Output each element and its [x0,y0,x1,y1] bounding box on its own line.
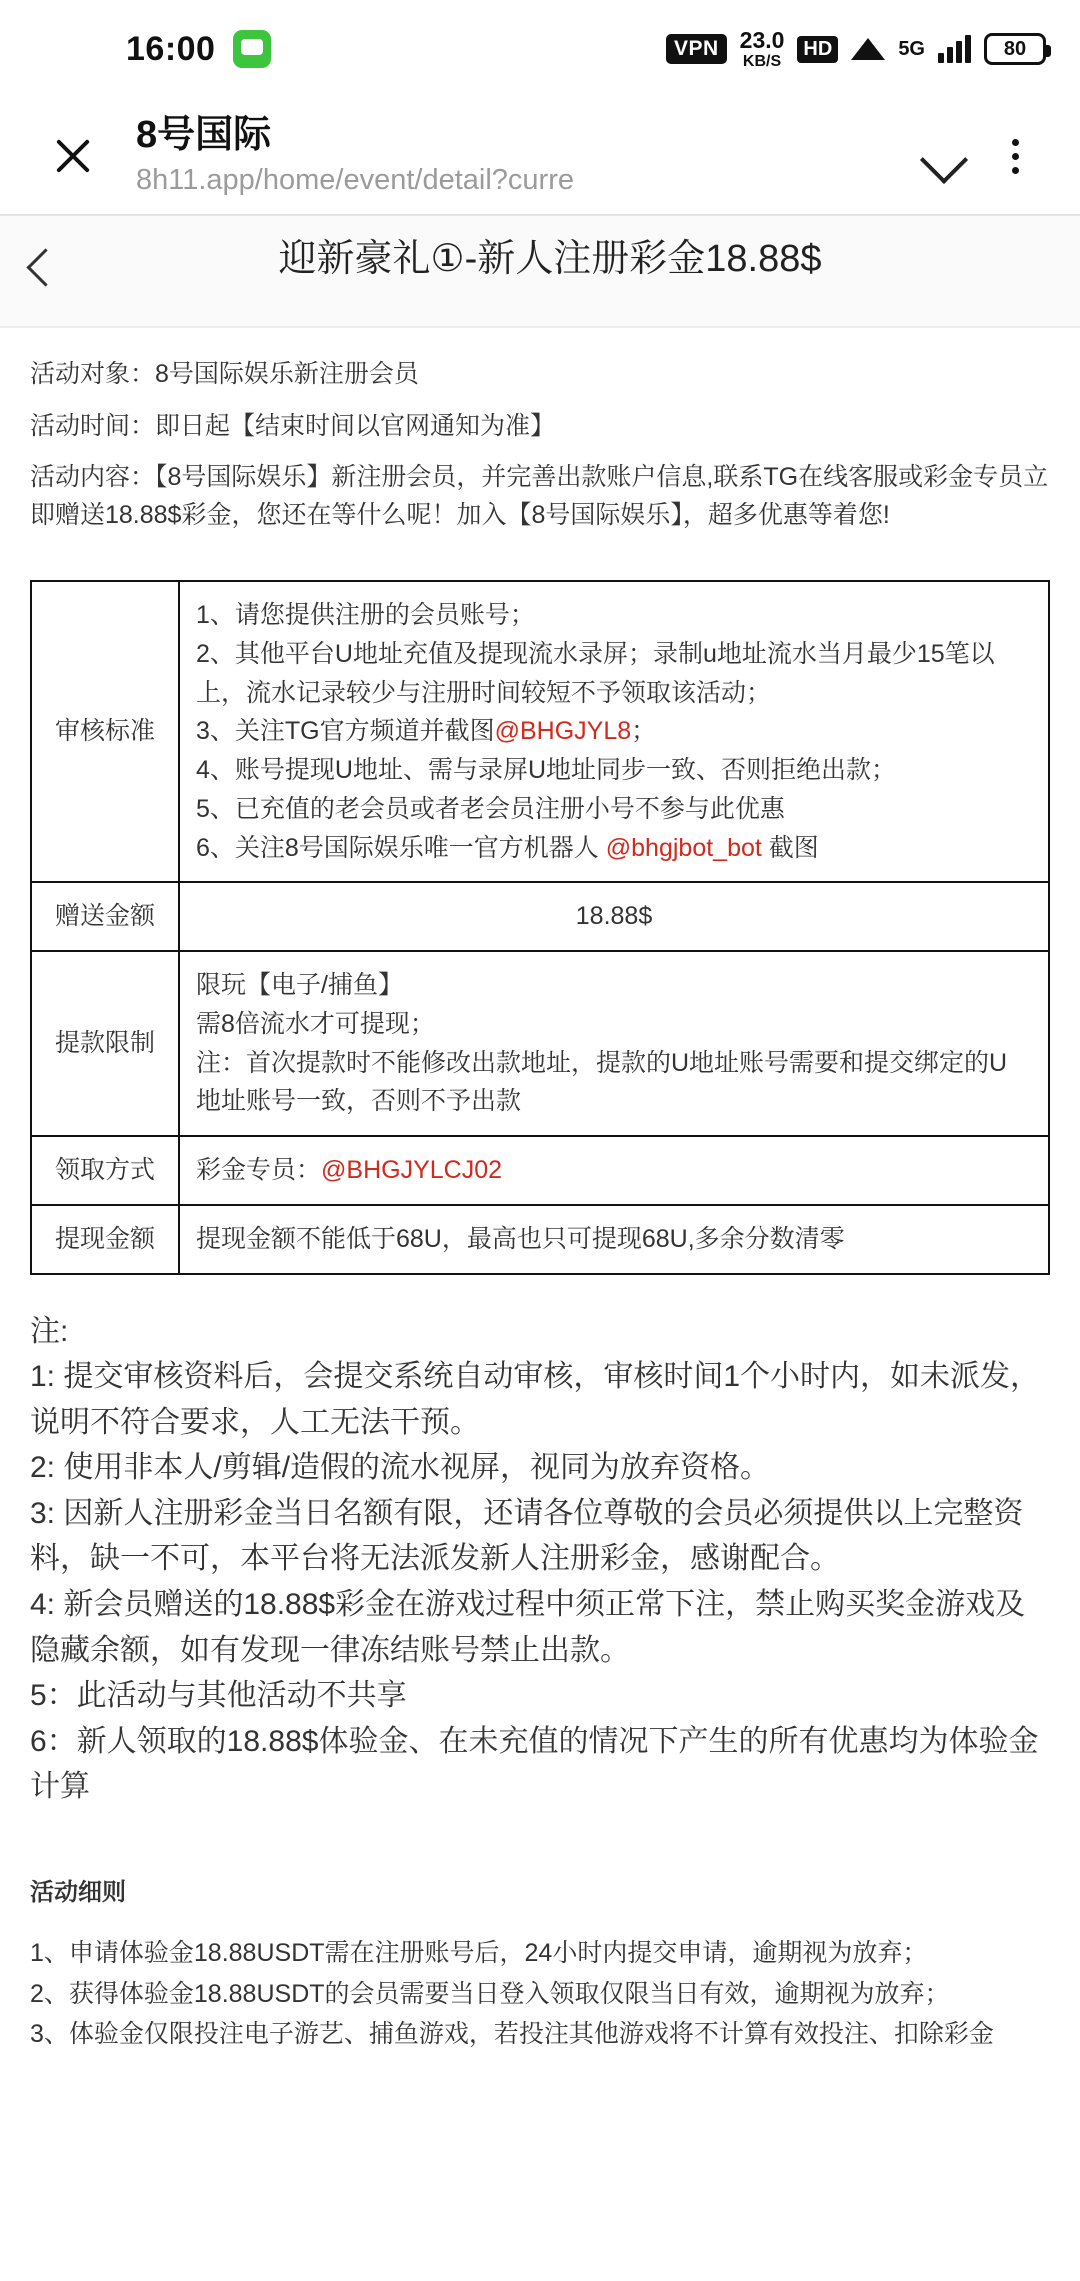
notes-line-1: 1: 提交审核资料后，会提交系统自动审核，审核时间1个小时内，如未派发，说明不符合要求，人工无法干预。 [30,1360,1041,1439]
site-title: 8号国际 [136,113,272,156]
status-bar [0,0,1080,98]
row-body-audit [179,581,1049,882]
telegram-bot-handle: @bhgjbot_bot [605,833,762,862]
limit-item-2: 需8倍流水才可提现； [196,1009,435,1038]
limit-item-3: 注：首次提款时不能修改出款地址，提款的U地址账号需要和提交绑定的U地址账号一致，否则不予出款 [196,1048,1008,1116]
audit-item-5: 5、已充值的老会员或者老会员注册小号不参与此优惠 [196,794,785,823]
notes-block [30,1309,1050,1811]
limit-item-1: 限玩【电子/捕鱼】 [196,971,403,999]
battery-icon [984,33,1046,65]
audit-item-2: 2、其他平台U地址充值及提现流水录屏；录制u地址流水当月最少15笔以上，流水记录较少与注册时间较短不予领取该活动； [196,639,995,707]
intro-line-time: 活动时间：即日起【结束时间以官网通知为准】 [30,411,556,440]
page-content [0,328,1080,2055]
intro-line-content: 活动内容：【8号国际娱乐】新注册会员，并完善出款账户信息,联系TG在线客服或彩金专员立即赠送18.88$彩金，您还在等什么呢！加入【8号国际娱乐】，超多优惠等着您! [30,463,1049,529]
network-speed-value: 23.0 [739,26,785,53]
audit-item-6: 6、关注8号国际娱乐唯一官方机器人 @bhgjbot_bot 截图 [196,833,819,862]
bonus-amount-value: 18.88$ [179,882,1049,951]
page-title-bar [0,216,1080,328]
row-body-claim [179,1136,1049,1205]
address-bar-url[interactable]: 8h11.app/home/event/detail?curre [136,164,574,197]
signal-bars-icon [938,35,971,63]
notes-heading: 注: [30,1314,69,1348]
browser-title-block [106,114,910,199]
details-heading: 活动细则 [30,1879,126,1907]
table-row-bonus [31,882,1049,951]
intro-block [30,356,1050,534]
wifi-icon [851,36,885,62]
row-label-withdraw-limit: 提款限制 [31,951,179,1136]
close-icon[interactable] [40,123,106,189]
chevron-down-icon[interactable] [910,121,980,191]
details-block [30,1933,1050,2055]
network-type-label: 5G [898,37,925,60]
notes-line-5: 5：此活动与其他活动不共享 [30,1679,407,1713]
details-line-2: 2、获得体验金18.88USDT的会员需要当日登入领取仅限当日有效，逾期视为放弃； [30,1979,950,2008]
battery-level: 80 [1003,37,1027,60]
claim-prefix: 彩金专员： [196,1156,322,1184]
row-label-bonus: 赠送金额 [31,882,179,951]
table-row-withdraw-limit [31,951,1049,1136]
status-bar-right [666,26,1046,70]
telegram-channel-handle: @BHGJYL8 [494,717,632,746]
network-speed-unit: KB/S [742,52,782,70]
notes-line-6: 6：新人领取的18.88$体验金、在未充值的情况下产生的所有优惠均为体验金计算 [30,1724,1039,1804]
row-label-withdraw-amount: 提现金额 [31,1205,179,1274]
row-body-withdraw-limit [179,951,1049,1136]
details-line-1: 1、申请体验金18.88USDT需在注册账号后，24小时内提交申请，逾期视为放弃； [30,1939,928,1968]
table-row-claim [31,1136,1049,1205]
message-icon [233,30,271,68]
intro-line-target: 活动对象：8号国际娱乐新注册会员 [30,360,419,388]
hd-badge: HD [797,36,838,63]
table-row-audit [31,581,1049,882]
status-time: 16:00 [126,29,216,68]
network-speed [739,26,785,70]
notes-line-2: 2: 使用非本人/剪辑/造假的流水视屏，视同为放弃资格。 [30,1451,771,1485]
more-vertical-icon[interactable] [980,121,1050,191]
back-chevron-icon[interactable] [0,234,90,304]
row-body-withdraw-amount: 提现金额不能低于68U，最高也只可提现68U,多余分数清零 [179,1205,1049,1274]
audit-item-4: 4、账号提现U地址、需与录屏U地址同步一致、否则拒绝出款； [196,756,897,784]
audit-item-3: 3、关注TG官方频道并截图@BHGJYL8； [196,717,657,746]
browser-header [0,98,1080,216]
status-bar-left [34,30,666,69]
table-row-withdraw-amount [31,1205,1049,1274]
row-label-claim: 领取方式 [31,1136,179,1205]
vpn-badge: VPN [666,34,727,64]
details-line-3: 3、体验金仅限投注电子游艺、捕鱼游戏，若投注其他游戏将不计算有效投注、扣除彩金 [30,2020,994,2049]
notes-line-4: 4: 新会员赠送的18.88$彩金在游戏过程中须正常下注，禁止购买奖金游戏及隐藏余额，如有发现一律冻结账号禁止出款。 [30,1588,1026,1667]
page-title: 迎新豪礼①-新人注册彩金18.88$ [278,238,822,280]
audit-item-1: 1、请您提供注册的会员账号； [196,601,535,629]
claim-contact-handle: @BHGJYLCJ02 [321,1156,503,1184]
row-label-audit: 审核标准 [31,581,179,882]
rules-table [30,580,1050,1275]
notes-line-3: 3: 因新人注册彩金当日名额有限，还请各位尊敬的会员必须提供以上完整资料，缺一不可，本平台将无法派发新人注册彩金，感谢配合。 [30,1496,1024,1576]
